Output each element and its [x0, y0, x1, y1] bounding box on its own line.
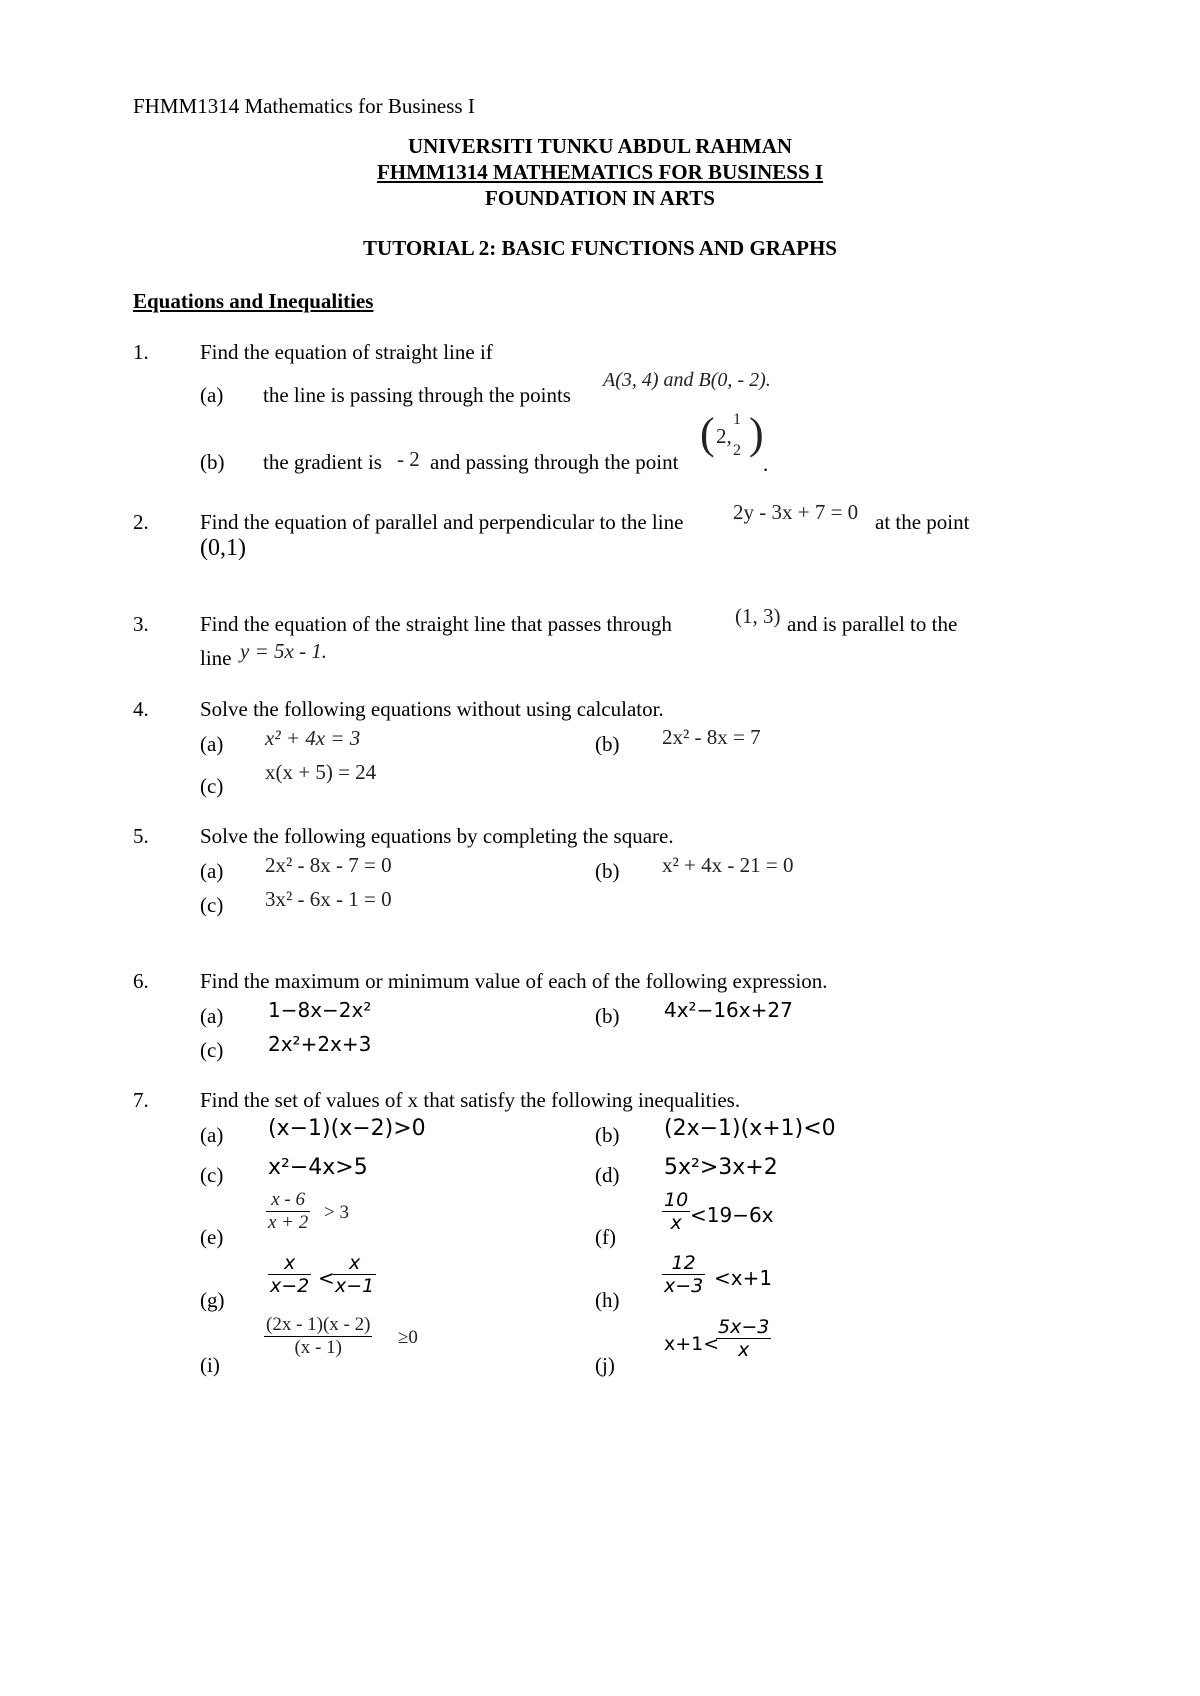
q7j-denominator: x: [716, 1338, 771, 1361]
q3-point: (1, 3): [735, 604, 781, 628]
q7i-numerator: (2x - 1)(x - 2): [266, 1314, 371, 1335]
university-name: UNIVERSITI TUNKU ABDUL RAHMAN: [407, 134, 793, 158]
q1-number: 1.: [133, 340, 149, 364]
q3-text-after: and is parallel to the: [787, 612, 958, 636]
q7g-denominator-right: x−1: [335, 1275, 375, 1297]
q6-text: Find the maximum or minimum value of each of the following expression.: [200, 969, 828, 993]
q4c-label: (c): [200, 774, 224, 798]
q6b-label: (b): [595, 1004, 620, 1028]
q1b-gradient: - 2: [397, 447, 420, 471]
q5a-label: (a): [200, 859, 224, 883]
q7i-label: (i): [200, 1353, 220, 1377]
q2-text-after: at the point: [875, 510, 970, 534]
q5b-label: (b): [595, 859, 620, 883]
q5-text: Solve the following equations by completing the square.: [200, 824, 674, 848]
q4b-math: 2x² - 8x = 7: [662, 725, 761, 749]
q2-line: 2y - 3x + 7 = 0: [733, 500, 859, 524]
q7g-fraction-left: [268, 1252, 311, 1297]
q5-number: 5.: [133, 824, 149, 848]
q1a-text: the line is passing through the points: [263, 383, 571, 407]
q7g-label: (g): [200, 1288, 225, 1312]
q7d-label: (d): [595, 1163, 620, 1187]
q2-number: 2.: [133, 510, 149, 534]
q7a-math: (x−1)(x−2)>0: [268, 1116, 426, 1141]
q7g-operator: <: [318, 1266, 335, 1290]
tutorial-title: TUTORIAL 2: BASIC FUNCTIONS AND GRAPHS: [363, 236, 837, 260]
q6b-math: 4x²−16x+27: [664, 998, 793, 1022]
q7f-numerator: 10: [664, 1189, 689, 1211]
q7f-rhs: <19−6x: [690, 1203, 774, 1227]
q5c-label: (c): [200, 893, 224, 917]
q7f-label: (f): [595, 1225, 616, 1249]
q7b-label: (b): [595, 1123, 620, 1147]
q7h-fraction: [662, 1252, 705, 1297]
q4b-label: (b): [595, 732, 620, 756]
q4a-math: x² + 4x = 3: [265, 726, 361, 750]
q6-number: 6.: [133, 969, 149, 993]
q2-text: Find the equation of parallel and perpendicular to the line: [200, 510, 684, 534]
q1-text: Find the equation of straight line if: [200, 340, 493, 364]
q7-number: 7.: [133, 1088, 149, 1112]
q7c-label: (c): [200, 1163, 224, 1187]
q4-text: Solve the following equations without using calculator.: [200, 697, 664, 721]
q7h-numerator: 12: [671, 1252, 696, 1274]
q6a-math: 1−8x−2x²: [268, 998, 372, 1022]
q1b-paren-close: ): [749, 409, 764, 458]
q7h-label: (h): [595, 1288, 620, 1312]
q7e-numerator: x - 6: [271, 1189, 306, 1210]
q1b-text-after: and passing through the point: [430, 450, 679, 474]
q7j-lhs: x+1<: [664, 1333, 720, 1355]
q7h-rhs: <x+1: [714, 1266, 773, 1290]
q3-line-word: line: [200, 646, 232, 670]
q7e-denominator: x + 2: [268, 1212, 309, 1233]
programme-title: FOUNDATION IN ARTS: [485, 186, 715, 210]
q7-text: Find the set of values of x that satisfy the following inequalities.: [200, 1088, 741, 1112]
q1b-point-x: 2,: [716, 424, 732, 448]
q6c-math: 2x²+2x+3: [268, 1032, 372, 1056]
q1a-label: (a): [200, 383, 224, 407]
q7j-label: (j): [595, 1353, 615, 1377]
q5a-math: 2x² - 8x - 7 = 0: [265, 853, 392, 877]
q7e-label: (e): [200, 1225, 224, 1249]
q6c-label: (c): [200, 1038, 224, 1062]
q2-point: (0,1): [200, 535, 246, 561]
course-title: FHMM1314 MATHEMATICS FOR BUSINESS I: [376, 160, 824, 184]
q4-number: 4.: [133, 697, 149, 721]
q6a-label: (a): [200, 1004, 224, 1028]
q7a-label: (a): [200, 1123, 224, 1147]
q1b-paren-open: (: [700, 409, 715, 458]
q1b-text-before: the gradient is: [263, 450, 382, 474]
q7h-denominator: x−3: [664, 1275, 704, 1297]
q4c-math: x(x + 5) = 24: [265, 760, 377, 784]
q7i-denominator: (x - 1): [264, 1336, 372, 1359]
q7g-numerator-left: x: [284, 1252, 296, 1274]
q7i-fraction: [264, 1314, 372, 1359]
q5b-math: x² + 4x - 21 = 0: [662, 853, 794, 877]
q7e-rhs: > 3: [324, 1202, 349, 1223]
q1b-label: (b): [200, 450, 225, 474]
q7j-fraction: [716, 1316, 771, 1361]
q3-number: 3.: [133, 612, 149, 636]
q7d-math: 5x²>3x+2: [664, 1155, 778, 1180]
q7g-numerator-right: x: [349, 1252, 361, 1274]
q1b-point-num: 1: [733, 411, 741, 428]
q7g-denominator-left: x−2: [270, 1275, 310, 1297]
q4a-label: (a): [200, 732, 224, 756]
q7b-math: (2x−1)(x+1)<0: [664, 1116, 836, 1141]
q7f-fraction: [662, 1189, 690, 1234]
q7i-rhs: ≥0: [398, 1327, 418, 1348]
q5c-math: 3x² - 6x - 1 = 0: [265, 887, 392, 911]
q3-line: y = 5x - 1.: [240, 639, 328, 663]
q3-text: Find the equation of the straight line that passes through: [200, 612, 672, 636]
q1b-point-den: 2: [733, 442, 741, 459]
q1a-points: A(3, 4) and B(0, - 2).: [603, 369, 771, 391]
q7j-numerator: 5x−3: [718, 1316, 770, 1338]
q1b-period: .: [763, 452, 769, 476]
q7f-denominator: x: [662, 1211, 690, 1234]
section-heading: Equations and Inequalities: [133, 289, 374, 313]
q7c-math: x²−4x>5: [268, 1155, 368, 1180]
running-header: FHMM1314 Mathematics for Business I: [133, 94, 475, 118]
q7e-fraction: [266, 1189, 310, 1234]
q7g-fraction-right: [333, 1252, 376, 1297]
